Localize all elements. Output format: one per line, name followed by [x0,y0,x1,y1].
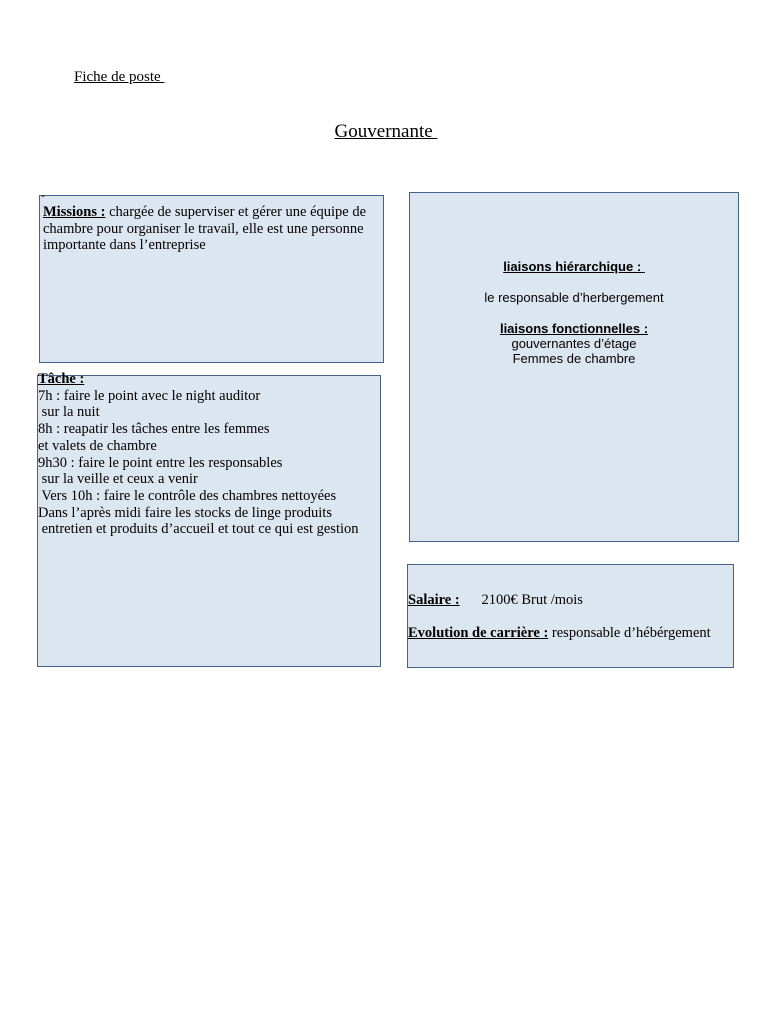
salary-value: 2100€ Brut /mois [481,592,583,608]
career-evolution-label: Evolution de carrière : [408,625,549,641]
document-type-heading: Fiche de poste [74,69,165,85]
salary-box [407,564,734,668]
hierarchical-links-value: le responsable d’herbergement [484,290,664,305]
missions-box [39,188,384,363]
career-evolution-value: responsable d’hébérgement [548,625,711,641]
job-title: Gouvernante [334,121,438,142]
task-line: 8h : reapatir les tâches entre les femmes [38,421,270,438]
missions-paragraph [43,204,381,254]
tasks-label: Tâche : [38,371,85,387]
functional-link-value: Femmes de chambre [512,351,636,366]
task-line: entretien et produits d’accueil et tout ce qui est gestion [38,521,359,538]
salary-line [408,592,583,609]
task-line: sur la veille et ceux a venir [38,471,198,488]
task-line: et valets de chambre [38,437,157,454]
missions-text: chargée de superviser et gérer une équipe de chambre pour organiser le travail, elle est une personne importante dans l’entreprise [43,204,367,254]
reporting-lines-box [409,192,739,542]
task-line: 9h30 : faire le point entre les responsables [38,454,283,471]
missions-label: Missions : [43,204,106,220]
task-line: sur la nuit [38,404,100,421]
task-line: Vers 10h : faire le contrôle des chambres nettoyées [38,487,337,504]
career-evolution-line [408,625,711,642]
task-line: 7h : faire le point avec le night auditor [38,387,261,404]
tasks-content [38,371,359,538]
missions-tick-mark: - [41,188,45,202]
functional-link-value: gouvernantes d’étage [511,336,637,351]
hierarchical-links-label: liaisons hiérarchique : [503,259,645,274]
salary-label: Salaire : [408,592,460,608]
tasks-box [37,371,381,667]
task-line: Dans l’après midi faire les stocks de linge produits [38,504,332,521]
functional-links-label: liaisons fonctionnelles : [499,321,649,336]
